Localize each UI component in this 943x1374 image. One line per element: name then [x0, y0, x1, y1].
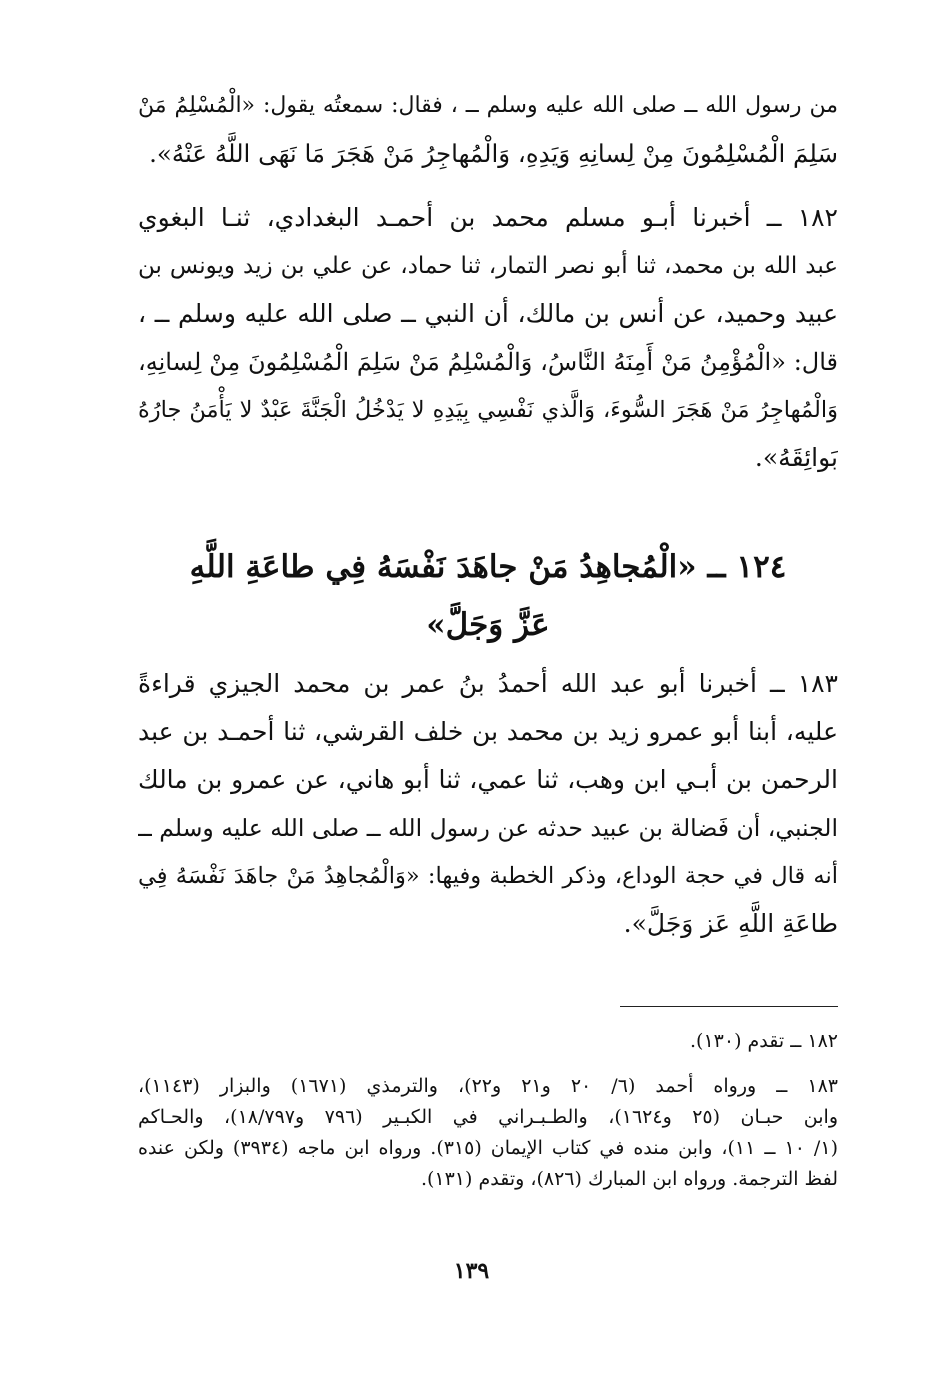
footnote-line: ١٨٢ ــ تقدم (١٣٠). [689, 1030, 838, 1052]
footnote-gap [138, 1057, 838, 1071]
footnote-line: لفظ الترجمة. ورواه ابن المبارك (٨٢٦)، وتقدم (١٣١). [420, 1168, 838, 1190]
text-line: ١٨٣ ــ أخبرنا أبو عبد الله أحمدُ بنُ عمر بن محمد الجيزي قراءةً [138, 669, 838, 698]
footnotes [138, 1026, 838, 1195]
text-line: طاعَةِ اللَّهِ عَز وَجَلَّ». [623, 909, 838, 938]
footnote-line: ١٨٣ ــ ورواه أحمد (٦/ ٢٠ و٢١ و٢٢)، والترمذي (١٦٧١) والبزار (١١٤٣)، [138, 1075, 838, 1097]
hadith-182-paragraph [138, 194, 838, 482]
footnote-line: وابن حبـان (٢٥ و١٦٢٤)، والطـبـراني في الكبـير (٧٩٦ و١٨/٧٩٧)، والحـاكم [138, 1106, 838, 1128]
chapter-heading [138, 538, 838, 654]
text-line: من رسول الله ــ صلى الله عليه وسلم ــ ، فقال: سمعتُه يقول: «الْمُسْلِمُ مَنْ [138, 93, 838, 118]
page-number: ١٣٩ [453, 1258, 490, 1284]
text-line: سَلِمَ الْمُسْلِمُونَ مِنْ لِسانِهِ وَيَدِهِ، وَالْمُهاجِرُ مَنْ هَجَرَ مَا نَهَى اللَّهُ عَنْهُ». [149, 139, 838, 168]
text-line: ١٨٢ ــ أخبرنا أبـو مسلم محمد بن أحمـد البغدادي، ثنـا البغوي [138, 203, 838, 232]
text-line: عبد الله بن محمد، ثنا أبو نصر التمار، ثنا حماد، عن علي بن زيد ويونس بن [138, 253, 838, 279]
text-line: عبيد وحميد، عن أنس بن مالك، أن النبي ــ صلى الله عليه وسلم ــ ، [138, 299, 838, 328]
hadith-183-paragraph [138, 660, 838, 948]
text-line: أنه قال في حجة الوداع، وذكر الخطبة وفيها: «وَالْمُجاهِدُ مَنْ جاهَدَ نَفْسَهُ فِي [138, 863, 838, 889]
text-line: عليه، أبنا أبو عمرو زيد بن محمد بن خلف القرشي، ثنا أحمـد بن عبد [138, 717, 838, 746]
text-line: الجنبي، أن فَضالة بن عبيد حدثه عن رسول الله ــ صلى الله عليه وسلم ــ [138, 814, 838, 842]
text-line: وَالْمُهاجِرُ مَنْ هَجَرَ السُّوءَ، وَالَّذي نَفْسِي بِيَدِهِ لا يَدْخُلُ الْجَنَّةَ عَبْدٌ لا يَأْمَنُ جارُهُ [138, 397, 838, 423]
text-line: قال: «الْمُؤْمِنُ مَنْ أَمِنَهُ النَّاسُ، وَالْمُسْلِمُ مَنْ سَلِمَ الْمُسْلِمُونَ مِنْ لِسانِهِ، [138, 348, 838, 376]
heading-line: ١٢٤ ــ «الْمُجاهِدُ مَنْ جاهَدَ نَفْسَهُ فِي طاعَةِ اللَّهِ [189, 549, 787, 585]
text-line: بَوائِقَهُ». [754, 443, 838, 472]
top-paragraph [138, 82, 838, 178]
text-line: الرحمن بن أبـي ابن وهب، ثنا عمي، ثنا أبو هاني، عن عمرو بن مالك [138, 765, 838, 794]
footnote-line: (١/ ١٠ ــ ١١)، وابن منده في كتاب الإيمان (٣١٥). ورواه ابن ماجه (٣٩٣٤) ولكن عنده [138, 1137, 838, 1159]
footnote-divider [620, 1006, 838, 1007]
heading-line: عَزَّ وَجَلَّ» [426, 607, 550, 643]
